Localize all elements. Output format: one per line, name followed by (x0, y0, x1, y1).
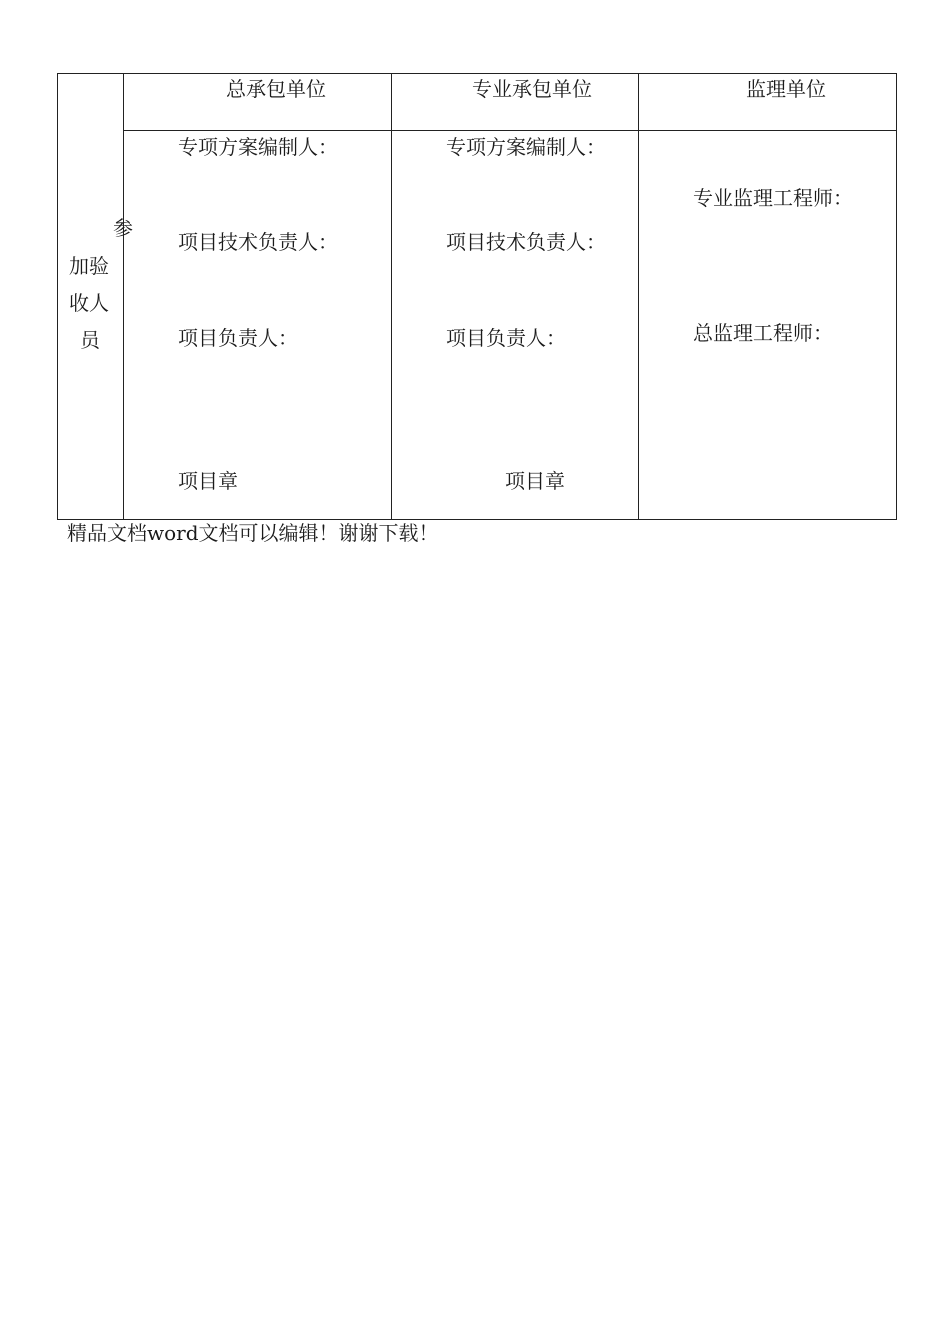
column-divider-side (123, 73, 124, 520)
column-divider-general-specialty (391, 73, 392, 520)
side-label-line-4: 员 (80, 328, 100, 352)
column-divider-specialty-supervision (638, 73, 639, 520)
general-tech-lead-label: 项目技术负责人： (178, 230, 338, 254)
footer-note: 精品文档word文档可以编辑！谢谢下载！ (67, 521, 439, 545)
specialty-project-lead-label: 项目负责人： (446, 326, 566, 350)
table-border-top (57, 73, 897, 74)
general-project-lead-label: 项目负责人： (178, 326, 298, 350)
side-label-line-1: 参 (113, 216, 133, 240)
specialty-plan-author-label: 专项方案编制人： (446, 135, 606, 159)
supervision-chief-engineer-label: 总监理工程师： (693, 321, 833, 345)
header-row-divider (123, 130, 897, 131)
acceptance-signature-table (57, 73, 897, 520)
specialty-seal-label: 项目章 (505, 469, 565, 493)
header-general-contractor: 总承包单位 (226, 77, 326, 101)
header-specialty-contractor: 专业承包单位 (472, 77, 592, 101)
side-label-line-3: 收人 (69, 291, 109, 315)
supervision-specialty-engineer-label: 专业监理工程师： (693, 186, 853, 210)
header-supervision: 监理单位 (746, 77, 826, 101)
table-border-left (57, 73, 58, 520)
general-plan-author-label: 专项方案编制人： (178, 135, 338, 159)
general-seal-label: 项目章 (178, 469, 238, 493)
side-label-line-2: 加验 (69, 254, 109, 278)
table-border-right (896, 73, 897, 520)
specialty-tech-lead-label: 项目技术负责人： (446, 230, 606, 254)
